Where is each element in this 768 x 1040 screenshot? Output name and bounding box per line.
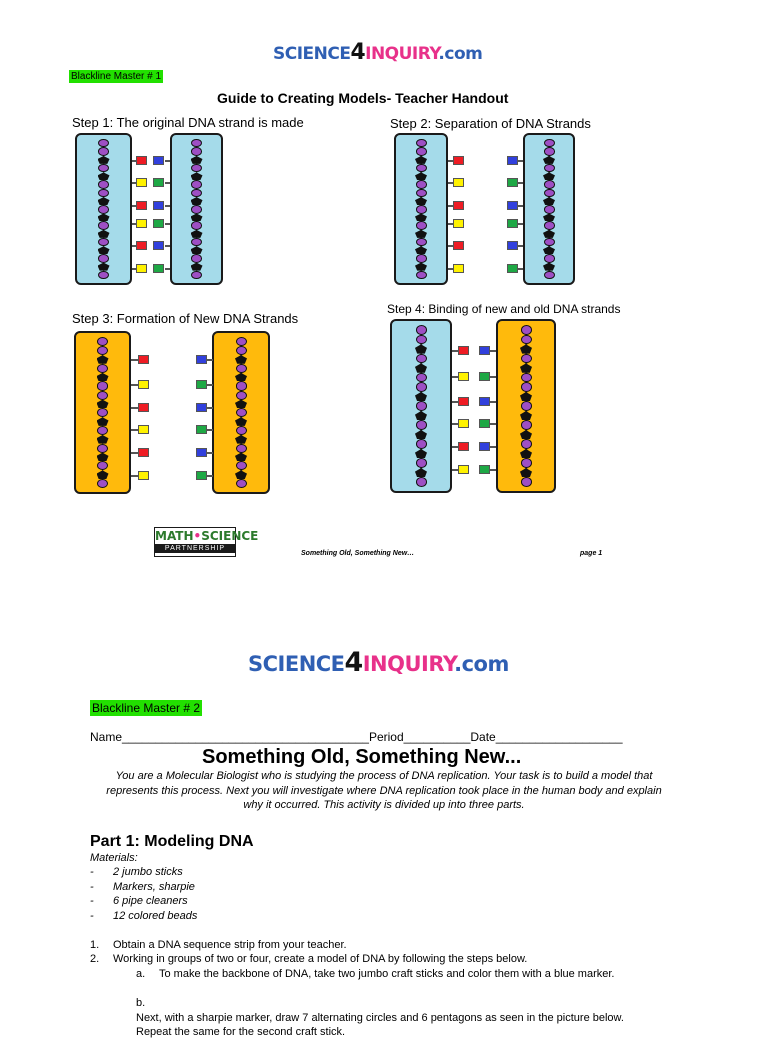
pentagon-node-icon	[415, 172, 427, 180]
colored-bead-icon	[458, 419, 469, 428]
circle-node-icon	[416, 205, 427, 213]
pipe-cleaner-stub	[452, 350, 458, 352]
brand-logo: SCIENCE4INQUIRY.com	[273, 40, 483, 65]
circle-node-icon	[97, 444, 108, 453]
colored-bead-icon	[153, 264, 164, 273]
colored-bead-icon	[138, 448, 149, 457]
pipe-cleaner-stub	[517, 245, 523, 247]
dna-stick-step1-right	[170, 133, 223, 285]
pentagon-node-icon	[520, 449, 532, 458]
circle-node-icon	[98, 271, 109, 279]
step-4-label: Step 4: Binding of new and old DNA strands	[387, 302, 621, 316]
colored-bead-icon	[507, 241, 518, 250]
pipe-cleaner-stub	[131, 407, 139, 409]
pentagon-node-icon	[520, 411, 532, 420]
dna-stick-step2-right	[523, 133, 575, 285]
circle-node-icon	[416, 373, 427, 383]
pipe-cleaner-stub	[452, 446, 458, 448]
colored-bead-icon	[136, 156, 147, 165]
colored-bead-icon	[479, 397, 490, 406]
pentagon-node-icon	[97, 453, 109, 462]
pipe-cleaner-stub	[131, 475, 139, 477]
dna-stick-step1-left	[75, 133, 132, 285]
pentagon-node-icon	[235, 435, 247, 444]
circle-node-icon	[416, 354, 427, 364]
circle-node-icon	[191, 254, 202, 262]
circle-node-icon	[544, 147, 555, 155]
circle-node-icon	[236, 444, 247, 453]
pipe-cleaner-stub	[207, 407, 213, 409]
colored-bead-icon	[458, 397, 469, 406]
pentagon-node-icon	[415, 197, 427, 205]
pentagon-node-icon	[191, 197, 203, 205]
circle-node-icon	[97, 346, 108, 355]
circle-node-icon	[416, 180, 427, 188]
colored-bead-icon	[196, 380, 207, 389]
circle-node-icon	[236, 364, 247, 373]
colored-bead-icon	[458, 465, 469, 474]
pentagon-node-icon	[520, 468, 532, 477]
pipe-cleaner-stub	[517, 182, 523, 184]
circle-node-icon	[191, 271, 202, 279]
colored-bead-icon	[453, 201, 464, 210]
step-1-label: Step 1: The original DNA strand is made	[72, 115, 304, 130]
brand-logo-2: SCIENCE4INQUIRY.com	[248, 647, 509, 678]
blackline-master-tag-2: Blackline Master # 2	[92, 701, 201, 715]
pentagon-node-icon	[543, 172, 555, 180]
circle-node-icon	[97, 479, 108, 488]
pentagon-node-icon	[543, 197, 555, 205]
colored-bead-icon	[479, 372, 490, 381]
circle-node-icon	[416, 164, 427, 172]
pipe-cleaner-stub	[517, 160, 523, 162]
circle-node-icon	[98, 189, 109, 197]
pipe-cleaner-stub	[517, 223, 523, 225]
circle-node-icon	[416, 325, 427, 335]
pentagon-node-icon	[98, 172, 110, 180]
colored-bead-icon	[453, 178, 464, 187]
pipe-cleaner-stub	[131, 384, 139, 386]
circle-node-icon	[544, 221, 555, 229]
pentagon-node-icon	[191, 172, 203, 180]
dna-stick-step2-left	[394, 133, 448, 285]
pentagon-node-icon	[97, 373, 109, 382]
pentagon-node-icon	[543, 263, 555, 271]
pentagon-node-icon	[235, 417, 247, 426]
circle-node-icon	[521, 373, 532, 383]
circle-node-icon	[191, 189, 202, 197]
colored-bead-icon	[138, 403, 149, 412]
colored-bead-icon	[136, 241, 147, 250]
circle-node-icon	[416, 271, 427, 279]
circle-node-icon	[236, 408, 247, 417]
name-period-date-line: Name_____________________________________Period__________Date___________________	[90, 730, 623, 744]
pipe-cleaner-stub	[132, 205, 137, 207]
step-3-label: Step 3: Formation of New DNA Strands	[72, 311, 299, 326]
pentagon-node-icon	[97, 435, 109, 444]
dna-stick-step4-right	[496, 319, 556, 493]
pipe-cleaner-stub	[452, 469, 458, 471]
circle-node-icon	[416, 189, 427, 197]
circle-node-icon	[98, 238, 109, 246]
colored-bead-icon	[453, 264, 464, 273]
pentagon-node-icon	[520, 344, 532, 353]
pentagon-node-icon	[543, 230, 555, 238]
pentagon-node-icon	[520, 430, 532, 439]
circle-node-icon	[98, 205, 109, 213]
pentagon-node-icon	[98, 263, 110, 271]
colored-bead-icon	[479, 442, 490, 451]
math-science-partnership-logo: MATH•SCIENCE PARTNERSHIP	[154, 527, 236, 557]
circle-node-icon	[521, 325, 532, 335]
circle-node-icon	[416, 147, 427, 155]
colored-bead-icon	[196, 471, 207, 480]
pentagon-node-icon	[415, 230, 427, 238]
circle-node-icon	[97, 408, 108, 417]
pipe-cleaner-stub	[165, 182, 170, 184]
circle-node-icon	[236, 461, 247, 470]
pipe-cleaner-stub	[207, 359, 213, 361]
pentagon-node-icon	[415, 344, 427, 353]
pipe-cleaner-stub	[132, 160, 137, 162]
instruction-1: 1. Obtain a DNA sequence strip from your teacher.	[90, 939, 347, 951]
circle-node-icon	[191, 147, 202, 155]
pipe-cleaner-stub	[448, 205, 454, 207]
colored-bead-icon	[453, 241, 464, 250]
circle-node-icon	[191, 139, 202, 147]
pipe-cleaner-stub	[448, 223, 454, 225]
pipe-cleaner-stub	[165, 268, 170, 270]
circle-node-icon	[544, 139, 555, 147]
pipe-cleaner-stub	[132, 245, 137, 247]
circle-node-icon	[521, 477, 532, 487]
pipe-cleaner-stub	[490, 423, 496, 425]
colored-bead-icon	[453, 219, 464, 228]
pentagon-node-icon	[97, 355, 109, 364]
step-2-label: Step 2: Separation of DNA Strands	[390, 116, 591, 131]
circle-node-icon	[191, 180, 202, 188]
footer-title: Something Old, Something New…	[301, 550, 415, 557]
colored-bead-icon	[507, 219, 518, 228]
circle-node-icon	[191, 205, 202, 213]
colored-bead-icon	[458, 346, 469, 355]
colored-bead-icon	[136, 178, 147, 187]
circle-node-icon	[416, 477, 427, 487]
colored-bead-icon	[153, 156, 164, 165]
pipe-cleaner-stub	[132, 182, 137, 184]
circle-node-icon	[416, 420, 427, 430]
colored-bead-icon	[507, 201, 518, 210]
circle-node-icon	[236, 381, 247, 390]
circle-node-icon	[416, 139, 427, 147]
pentagon-node-icon	[235, 470, 247, 479]
pipe-cleaner-stub	[490, 469, 496, 471]
colored-bead-icon	[136, 219, 147, 228]
pentagon-node-icon	[191, 246, 203, 254]
colored-bead-icon	[479, 465, 490, 474]
pentagon-node-icon	[415, 246, 427, 254]
pipe-cleaner-stub	[452, 423, 458, 425]
circle-node-icon	[236, 479, 247, 488]
pipe-cleaner-stub	[490, 446, 496, 448]
circle-node-icon	[236, 426, 247, 435]
material-item: - 6 pipe cleaners	[90, 895, 188, 907]
colored-bead-icon	[479, 346, 490, 355]
pipe-cleaner-stub	[132, 268, 137, 270]
circle-node-icon	[97, 461, 108, 470]
colored-bead-icon	[507, 178, 518, 187]
pipe-cleaner-stub	[132, 223, 137, 225]
circle-node-icon	[521, 401, 532, 411]
substep-b: b.Next, with a sharpie marker, draw 7 alternating circles and 6 pentagons as seen in the picture below. Repeat the same for the second craft stick.	[136, 997, 624, 1038]
circle-node-icon	[544, 254, 555, 262]
pentagon-node-icon	[415, 449, 427, 458]
pentagon-node-icon	[235, 355, 247, 364]
pentagon-node-icon	[235, 453, 247, 462]
footer-page-number: page 1	[580, 550, 603, 557]
pentagon-node-icon	[415, 214, 427, 222]
intro-paragraph: You are a Molecular Biologist who is studying the process of DNA replication. Your task is to build a model that represents this process. Next you will investigate where DNA replication took place in the human body and explain why it occurred. This activity is divided up into three parts.	[106, 770, 662, 811]
pipe-cleaner-stub	[165, 223, 170, 225]
circle-node-icon	[521, 382, 532, 392]
pipe-cleaner-stub	[517, 268, 523, 270]
pipe-cleaner-stub	[207, 452, 213, 454]
pentagon-node-icon	[191, 230, 203, 238]
pentagon-node-icon	[415, 430, 427, 439]
pipe-cleaner-stub	[131, 429, 139, 431]
pentagon-node-icon	[235, 400, 247, 409]
pentagon-node-icon	[543, 214, 555, 222]
pipe-cleaner-stub	[448, 268, 454, 270]
pentagon-node-icon	[543, 246, 555, 254]
circle-node-icon	[98, 180, 109, 188]
material-item: - 2 jumbo sticks	[90, 866, 183, 878]
colored-bead-icon	[153, 201, 164, 210]
circle-node-icon	[97, 364, 108, 373]
circle-node-icon	[416, 401, 427, 411]
page-title: Guide to Creating Models- Teacher Handout	[217, 90, 509, 106]
circle-node-icon	[98, 221, 109, 229]
colored-bead-icon	[507, 264, 518, 273]
pipe-cleaner-stub	[448, 182, 454, 184]
colored-bead-icon	[153, 241, 164, 250]
substep-a: a. To make the backbone of DNA, take two jumbo craft sticks and color them with a blue marker.	[136, 968, 615, 980]
colored-bead-icon	[196, 425, 207, 434]
pentagon-node-icon	[415, 392, 427, 401]
pentagon-node-icon	[191, 156, 203, 164]
pipe-cleaner-stub	[207, 384, 213, 386]
pentagon-node-icon	[520, 392, 532, 401]
circle-node-icon	[98, 139, 109, 147]
pipe-cleaner-stub	[490, 376, 496, 378]
pipe-cleaner-stub	[517, 205, 523, 207]
colored-bead-icon	[138, 471, 149, 480]
circle-node-icon	[191, 164, 202, 172]
pipe-cleaner-stub	[165, 205, 170, 207]
circle-node-icon	[521, 439, 532, 449]
circle-node-icon	[97, 391, 108, 400]
colored-bead-icon	[453, 156, 464, 165]
pentagon-node-icon	[415, 263, 427, 271]
circle-node-icon	[521, 335, 532, 345]
blackline-master-tag: Blackline Master # 1	[71, 71, 162, 82]
pentagon-node-icon	[415, 156, 427, 164]
pipe-cleaner-stub	[165, 160, 170, 162]
pentagon-node-icon	[415, 468, 427, 477]
pentagon-node-icon	[97, 400, 109, 409]
pentagon-node-icon	[235, 373, 247, 382]
colored-bead-icon	[138, 355, 149, 364]
pentagon-node-icon	[543, 156, 555, 164]
colored-bead-icon	[196, 448, 207, 457]
pentagon-node-icon	[191, 263, 203, 271]
colored-bead-icon	[479, 419, 490, 428]
circle-node-icon	[416, 254, 427, 262]
pentagon-node-icon	[98, 230, 110, 238]
pentagon-node-icon	[97, 470, 109, 479]
colored-bead-icon	[153, 178, 164, 187]
colored-bead-icon	[138, 380, 149, 389]
circle-node-icon	[544, 271, 555, 279]
circle-node-icon	[236, 346, 247, 355]
pipe-cleaner-stub	[207, 475, 213, 477]
circle-node-icon	[236, 391, 247, 400]
dna-stick-step4-left	[390, 319, 452, 493]
pipe-cleaner-stub	[452, 401, 458, 403]
circle-node-icon	[521, 458, 532, 468]
circle-node-icon	[544, 238, 555, 246]
pipe-cleaner-stub	[452, 376, 458, 378]
pentagon-node-icon	[98, 214, 110, 222]
colored-bead-icon	[196, 355, 207, 364]
circle-node-icon	[416, 238, 427, 246]
circle-node-icon	[98, 164, 109, 172]
pipe-cleaner-stub	[165, 245, 170, 247]
circle-node-icon	[97, 426, 108, 435]
materials-heading: Materials:	[90, 852, 138, 864]
circle-node-icon	[544, 164, 555, 172]
circle-node-icon	[544, 180, 555, 188]
materials-list	[90, 866, 197, 924]
circle-node-icon	[191, 221, 202, 229]
document-title: Something Old, Something New...	[202, 746, 522, 768]
colored-bead-icon	[138, 425, 149, 434]
circle-node-icon	[98, 147, 109, 155]
circle-node-icon	[236, 337, 247, 346]
circle-node-icon	[544, 189, 555, 197]
circle-node-icon	[97, 337, 108, 346]
pipe-cleaner-stub	[490, 401, 496, 403]
pipe-cleaner-stub	[131, 359, 139, 361]
circle-node-icon	[416, 439, 427, 449]
pentagon-node-icon	[415, 411, 427, 420]
colored-bead-icon	[458, 372, 469, 381]
pentagon-node-icon	[98, 197, 110, 205]
part-1-title: Part 1: Modeling DNA	[90, 833, 254, 850]
dna-stick-step3-left	[74, 331, 131, 494]
pipe-cleaner-stub	[207, 429, 213, 431]
pipe-cleaner-stub	[448, 160, 454, 162]
colored-bead-icon	[153, 219, 164, 228]
dna-stick-step3-right	[212, 331, 270, 494]
pentagon-node-icon	[520, 363, 532, 372]
circle-node-icon	[521, 420, 532, 430]
circle-node-icon	[521, 354, 532, 364]
colored-bead-icon	[196, 403, 207, 412]
circle-node-icon	[416, 458, 427, 468]
pentagon-node-icon	[98, 246, 110, 254]
circle-node-icon	[191, 238, 202, 246]
pentagon-node-icon	[98, 156, 110, 164]
pipe-cleaner-stub	[131, 452, 139, 454]
circle-node-icon	[544, 205, 555, 213]
material-item: - 12 colored beads	[90, 909, 198, 922]
circle-node-icon	[98, 254, 109, 262]
pentagon-node-icon	[191, 214, 203, 222]
pentagon-node-icon	[97, 417, 109, 426]
colored-bead-icon	[136, 264, 147, 273]
pentagon-node-icon	[415, 363, 427, 372]
circle-node-icon	[416, 221, 427, 229]
pipe-cleaner-stub	[490, 350, 496, 352]
pipe-cleaner-stub	[448, 245, 454, 247]
instruction-2: 2. Working in groups of two or four, create a model of DNA by following the steps below.	[90, 953, 528, 965]
colored-bead-icon	[507, 156, 518, 165]
colored-bead-icon	[136, 201, 147, 210]
colored-bead-icon	[458, 442, 469, 451]
material-item: - Markers, sharpie	[90, 880, 195, 893]
circle-node-icon	[416, 335, 427, 345]
circle-node-icon	[97, 381, 108, 390]
circle-node-icon	[416, 382, 427, 392]
